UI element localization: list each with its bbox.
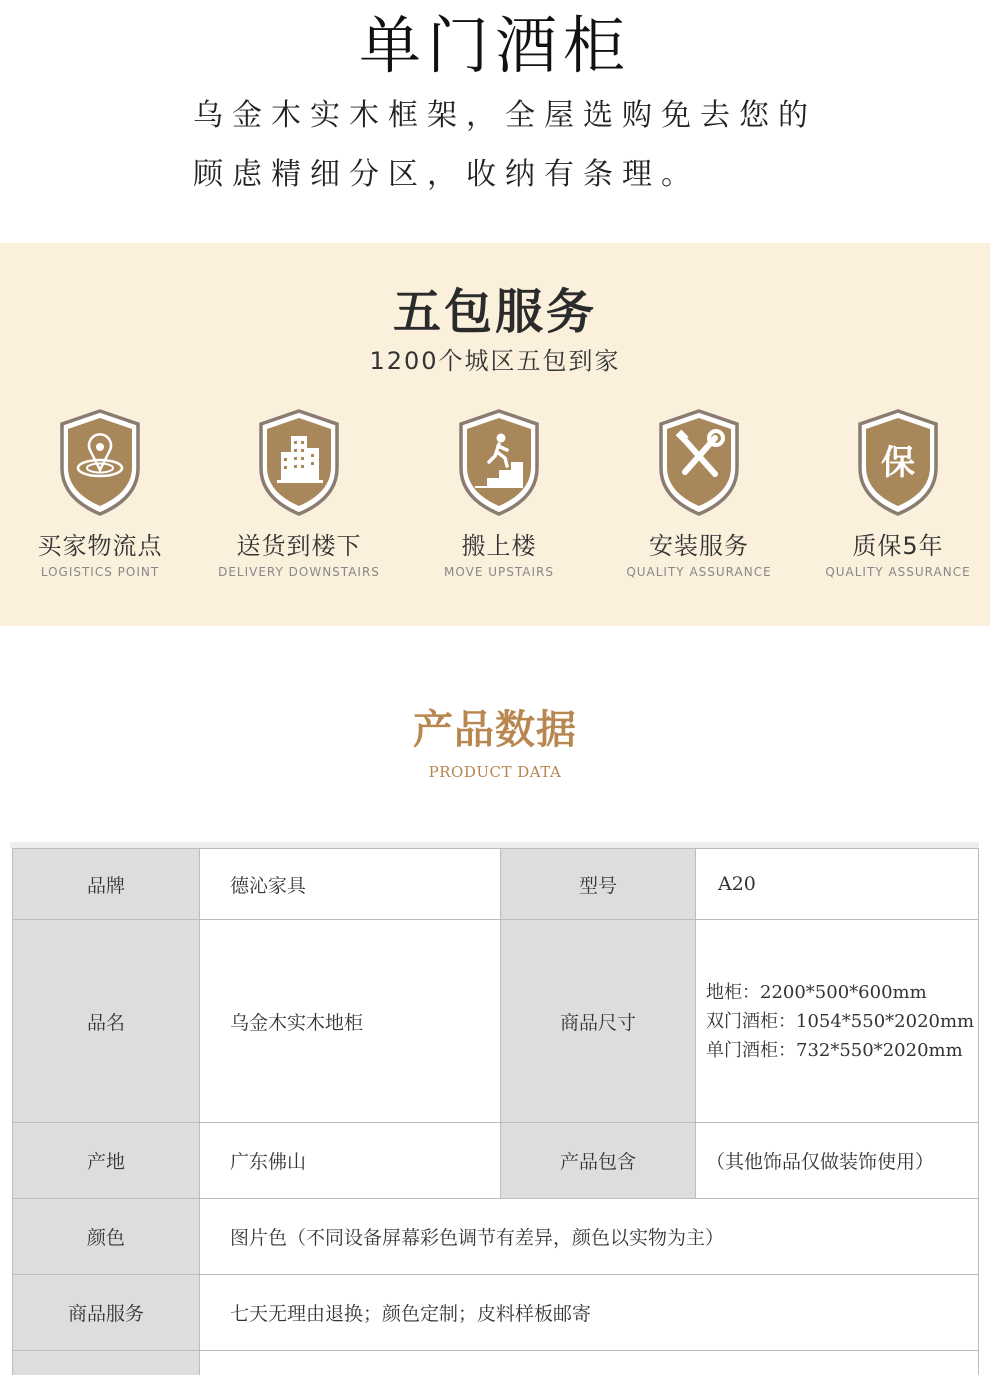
spec-key-origin: 产地 [12,1122,200,1199]
spec-key-name: 品名 [12,919,200,1123]
size-line-single-door: 单门酒柜：732*550*2020mm [706,1039,963,1061]
spec-value-size [695,919,979,1123]
service-label: 安装服务 [649,532,749,560]
service-label-en: QUALITY ASSURANCE [825,565,971,579]
service-label: 质保5年 [852,532,944,560]
service-label-en: QUALITY ASSURANCE [626,565,772,579]
spec-key-size: 商品尺寸 [500,919,696,1123]
size-line-double-door: 双门酒柜：1054*550*2020mm [706,1010,975,1032]
service-label-en: DELIVERY DOWNSTAIRS [218,565,380,579]
page-title: 单门酒柜 [358,9,631,82]
spec-value-contents: （其他饰品仅做装饰使用） [695,1122,979,1199]
building-icon [257,408,341,518]
spec-key-service: 商品服务 [12,1274,200,1351]
tools-icon [657,408,741,518]
location-pin-icon [58,408,142,518]
spec-value-continued [199,1350,979,1375]
product-data-subtitle: PRODUCT DATA [428,763,562,781]
service-label: 搬上楼 [461,532,537,560]
svg-text:保: 保 [881,443,915,483]
product-spec-table [10,842,979,1375]
spec-value-color: 图片色（不同设备屏幕彩色调节有差异，颜色以实物为主） [199,1198,979,1275]
service-title: 五包服务 [392,284,597,340]
warranty-char-icon [856,408,940,518]
spec-value-brand: 德沁家具 [199,848,501,920]
spec-value-origin: 广东佛山 [199,1122,501,1199]
stairs-climber-icon [457,408,541,518]
spec-key-contents: 产品包含 [500,1122,696,1199]
spec-value-model: A20 [695,848,979,920]
service-item-warranty [798,408,990,588]
service-item-logistics [0,408,200,588]
spec-key-color: 颜色 [12,1198,200,1275]
hero-description-line-1: 乌金木实木框架，全屋选购免去您的 [193,98,817,133]
service-item-upstairs [399,408,599,588]
service-item-delivery [199,408,399,588]
service-label-en: MOVE UPSTAIRS [444,565,554,579]
spec-value-service: 七天无理由退换；颜色定制；皮料样板邮寄 [199,1274,979,1351]
spec-key-continued [12,1350,200,1375]
spec-value-name: 乌金木实木地柜 [199,919,501,1123]
service-subtitle: 1200个城区五包到家 [369,347,621,375]
service-label: 送货到楼下 [236,532,362,560]
size-line-floor-cabinet: 地柜：2200*500*600mm [706,981,927,1003]
product-data-title: 产品数据 [413,706,577,753]
spec-key-brand: 品牌 [12,848,200,920]
service-label: 买家物流点 [37,532,163,560]
hero-description-line-2: 顾虑精细分区，收纳有条理。 [193,157,700,192]
service-item-installation [599,408,799,588]
service-label-en: LOGISTICS POINT [40,565,160,579]
spec-key-model: 型号 [500,848,696,920]
